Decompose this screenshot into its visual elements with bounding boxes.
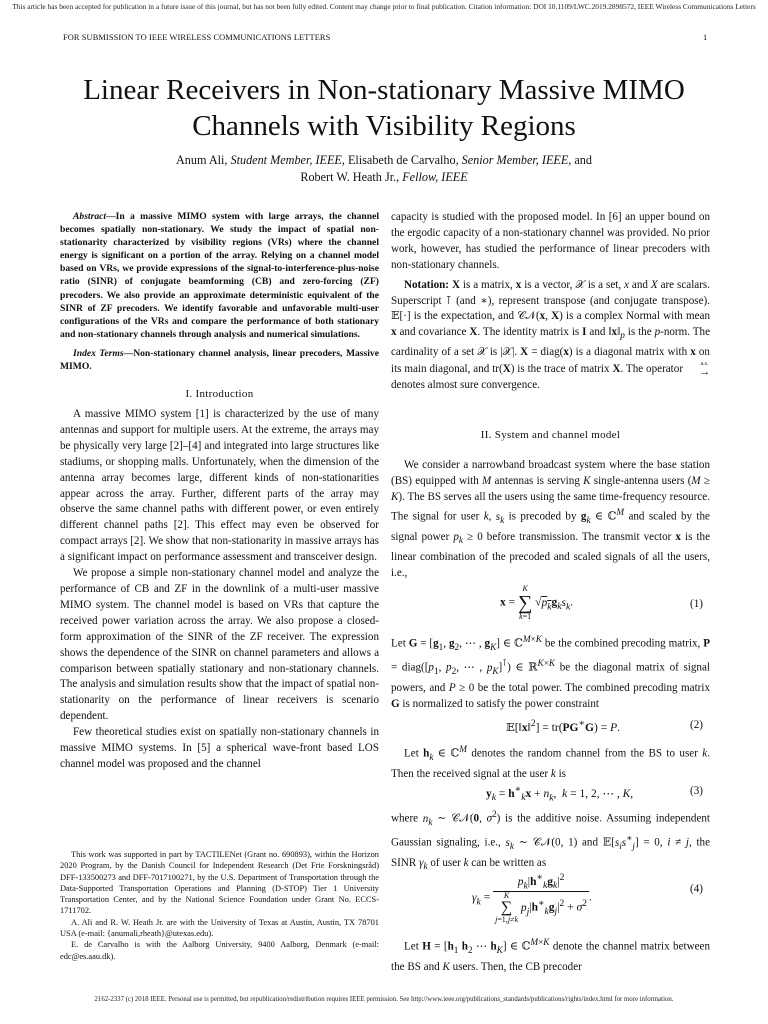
author-role: Fellow, IEEE <box>402 170 468 184</box>
publication-notice: This article has been accepted for publication in a future issue of this journal, but has not been fully edited. Content may change prior to final publication. Citation information: DOI 10.1109/LWC.2019.2898572, IEEE Wireless Communications Letters <box>12 2 756 11</box>
right-column-cont <box>391 743 710 783</box>
equation-1: x = K ∑ k=1 $√p_kg_ks_k$. <box>500 584 574 621</box>
footnote: E. de Carvalho is with the Aalborg University, 9400 Aalborg, Denmark (e-mail: edc@es.aau.dk). <box>60 940 379 961</box>
section-heading: I. Introduction <box>185 388 254 401</box>
paragraph: Let $H = [h_1$ $h_2$ ⋯ $h_K$] ∈ ℂ$^{M\times K}$ denote the channel matrix between the BS and K users. Then, the CB precoder <box>391 938 710 973</box>
author-name: Elisabeth de Carvalho, <box>347 153 459 167</box>
equation-number: (3) <box>690 785 703 797</box>
paragraph: We consider a narrowband broadcast system where the base station (BS) equipped with M antennas is serving K single-antenna users (M ≥ K). The BS serves all the users using the same time-frequency resource. The signal for user k, $s_k$ is precoded by $g_k$ ∈ ℂ$^M$ and scaled by the signal power $p_k \ge 0$ before transmission. The transmit vector x is the linear combination of the precoded and scaled signals of all the users, i.e., <box>391 459 710 579</box>
footnotes <box>60 849 379 962</box>
paragraph: Let $h_k$ ∈ ℂ$^M$ denotes the random channel from the BS to user k. Then the received signal at the user k is <box>391 745 711 780</box>
left-column <box>60 210 379 773</box>
index-terms-text: —Non-stationary channel analysis, linear precoders, Massive MIMO. <box>60 347 379 373</box>
paragraph: Few theoretical studies exist on spatially non-stationary channels in massive MIMO systems. In [5] a spherical wave-front based LOS channel model was proposed and the channel <box>60 726 379 770</box>
paragraph: where $n_k$ ∼ 𝒞𝒩(0, $\sigma^2$) is the additive noise. Assuming independent Gaussian signaling, i.e., $s_k$ ∼ 𝒞𝒩(0, 1) and $𝔼[s_is^∗_j] = 0$, i ≠ j, the SINR $\gamma_k$ of user k can be written as <box>391 810 711 872</box>
abstract <box>60 210 379 341</box>
equation-3: $y_k = h^∗_kx + n_k$, k = 1, 2, ⋯ , K, <box>486 784 634 804</box>
index-terms-label: Index Terms <box>73 347 124 359</box>
right-column <box>391 210 710 582</box>
abstract-text: —In a massive MIMO system with large arrays, the channel becomes spatially non-stationary. We study the impact of spatial non-stationarity characterized by visibility regions (VRs) where the channel energy is significant on a portion of the array. Relying on a channel model based on VRs, we provide expressions of the signal-to-interference-plus-noise ratio (SINR) of conjugate beamforming (CB) and zero-forcing (ZF) precoders. We also provide an approximate deterministic equivalent of the SINR of ZF precoders. We identify favorable and unfavorable multi-user configurations of the VRs and compare the performance of both stationary and non-stationary channels through analysis and numerical simulations. <box>60 211 379 340</box>
copyright-footer: 2162-2337 (c) 2018 IEEE. Personal use is permitted, but republication/redistribution requires IEEE permission. See http://www.ieee.org/publications_standards/publications/rights/index.html for more information. <box>94 996 674 1003</box>
right-column-cont <box>391 808 710 876</box>
paragraph: A massive MIMO system [1] is characterized by the use of many antennas and support for multiple users. At the extreme, the arrays may be physically very large [2]–[4] and integrated into large structures like stadiums, or shopping malls. Unfortunately, when the dimension of the antenna array becomes large, different kinds of non-stationarities appear across the array. Further, different parts of the array may observe the same channel paths with different power, or even entirely different channel paths [2]. This effect may even be observed for compact arrays [2]. We show that non-stationarity in massive arrays has a significant impact on performance assessment and transceiver design. <box>60 408 379 564</box>
author-name: Anum Ali, <box>175 153 228 167</box>
paragraph: Let $G = [g_1$, $g_2$, ⋯ , $g_K$] ∈ ℂ$^{M\times K}$ be the combined precoding matrix, $P = diag([p_1$, $p_2$, ⋯ , $p_K]^⊺$) ∈ ℝ$^{K\times K}$ be the diagonal matrix of signal powers, and P ≥ 0 be the total power. The combined precoding matrix G is normalized to satisfy the power constraint <box>391 635 711 710</box>
equation-number: (1) <box>690 598 703 610</box>
equation-number: (2) <box>690 719 703 731</box>
equation-number: (4) <box>690 883 703 895</box>
abstract-label: Abstract <box>73 211 107 222</box>
page-number: 1 <box>703 33 708 42</box>
author-role: Senior Member, IEEE, <box>461 153 572 167</box>
footnote: A. Ali and R. W. Heath Jr. are with the University of Texas at Austin, Austin, TX 78701 USA (e-mail: {anumali,rheath}@utexas.edu). <box>60 917 379 939</box>
footnote: This work was supported in part by TACTILENet (Grant no. 690893), within the Horizon 2020 Program, by the Danish Council for Independent Research (Det Frie Forskningsråd) DFF-133500273 and DFF-7017100271, by the U.S. Department of Transportation through the Data-Supported Transportation Operations and Planning (D-STOP) Tier 1 University Transportation Center, and by the National Science Foundation under Grant No. ECCS-1711702. <box>60 850 379 916</box>
equation-4: $\gamma_k$ = $p_k|h^∗_kg_k|^2$ K ∑ j=1,j≠k $p_j|h^∗_kg_j|^2 + \sigma^2$ . <box>472 872 592 925</box>
equation-2: 𝔼[‖x‖$^2$] = tr(PG∗G) = P. <box>506 718 620 734</box>
author-role: Student Member, IEEE, <box>230 153 345 167</box>
right-column-cont <box>391 936 710 976</box>
running-head: FOR SUBMISSION TO IEEE WIRELESS COMMUNICATIONS LETTERS <box>63 33 331 42</box>
notation-paragraph: Notation: X is a matrix, x is a vector, 𝒳 is a set, x and X are scalars. Superscript ⊺ (and ∗), represent transpose (and conjugate transpose). 𝔼[·] is the expectation, and 𝒞𝒩(x, X) is a complex Normal with mean x and covariance X. The identity matrix is I and $‖x‖_p$ is the p-norm. The cardinality of a set 𝒳 is |𝒳|. X = diag(x) is a diagonal matrix with x on its main diagonal, and tr(X) is the trace of matrix X. The operator a.s. → denotes almost sure convergence. <box>391 278 710 392</box>
paragraph: We propose a simple non-stationary channel model and analyze the performance of CB and ZF in the downlink of a multi-user massive MIMO system. The channel model is based on VRs that capture the received power variation across the array. We also propose a closed-form approximation of the SINR of the ZF receiver. The expression shows the dependence of the SINR on channel parameters and allows a comparison between spatially stationary and non-stationary channels. The analysis and simulation results show that the impact of spatial non-stationarity on the performance of linear receivers is scenario dependent. <box>60 567 379 723</box>
paragraph: capacity is studied with the proposed model. In [6] an upper bound on the ergodic capacity of a non-stationary channel was provided. No prior work, however, has studied the performance of linear precoders with non-stationary channels. <box>391 211 710 271</box>
notation-label: Notation: <box>404 278 449 291</box>
author-conjunction: and <box>574 153 592 167</box>
right-column-cont <box>391 633 710 712</box>
section-heading: II. System and channel model <box>480 429 621 442</box>
index-terms <box>60 347 379 373</box>
author-list <box>40 152 728 186</box>
paper-title: Linear Receivers in Non-stationary Massive MIMO Channels with Visibility Regions <box>83 74 685 142</box>
author-name: Robert W. Heath Jr., <box>300 170 400 184</box>
